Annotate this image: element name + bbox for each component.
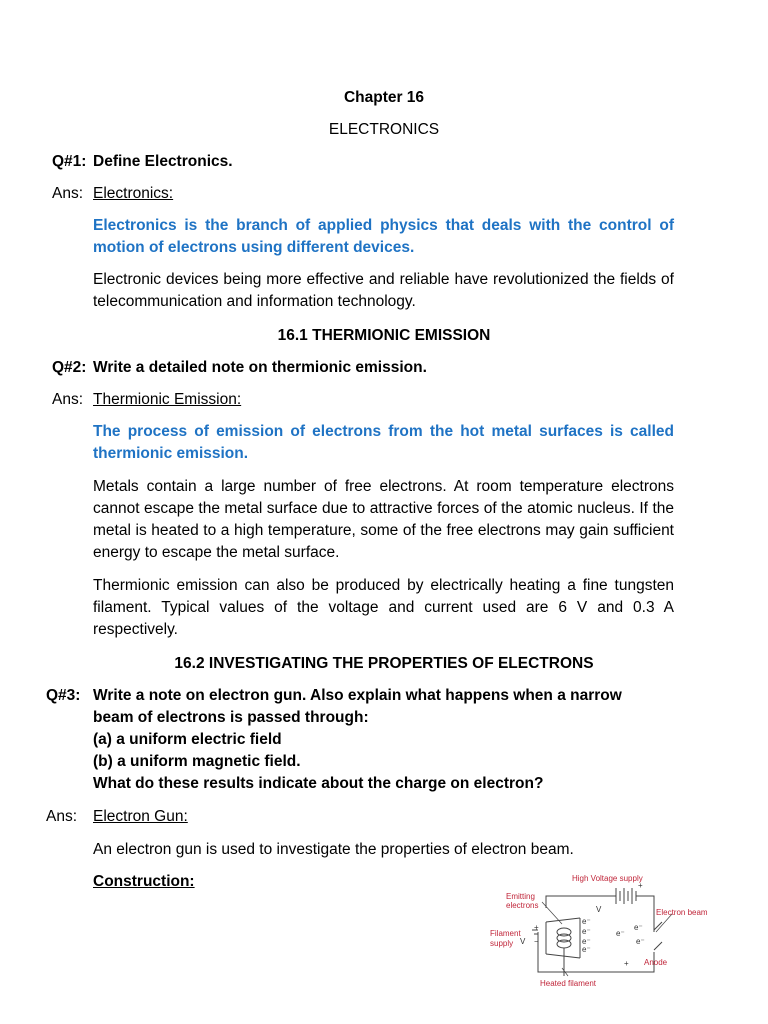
q3-ans-heading: Electron Gun: <box>93 808 188 825</box>
label-emitting-1: Emitting <box>506 892 535 901</box>
q1-question: Define Electronics. <box>93 153 233 170</box>
electron-2: e⁻ <box>582 927 591 936</box>
q1-label: Q#1: <box>52 153 87 170</box>
subject-title: ELECTRONICS <box>328 121 440 138</box>
q3-ans-label: Ans: <box>46 808 78 825</box>
q1-ans-heading: Electronics: <box>93 185 174 202</box>
q1-definition: Electronics is the branch of applied physics that deals with the control of motion of electrons using different devices. <box>93 217 674 256</box>
q2-question: Write a detailed note on thermionic emission. <box>93 359 427 376</box>
q1-paragraph: Electronic devices being more effective and reliable have revolutionized the fields of telecommunication and information technology. <box>93 271 674 310</box>
label-filament-2: supply <box>490 939 514 948</box>
electron-gun-diagram <box>476 872 716 994</box>
symbol-v-top: V <box>596 905 602 914</box>
q2-definition: The process of emission of electrons from the hot metal surfaces is called thermionic emission. <box>93 423 674 462</box>
q3-question-line-1: Write a note on electron gun. Also explain what happens when a narrow <box>93 687 622 704</box>
q2-ans-label: Ans: <box>52 391 84 408</box>
electron-3: e⁻ <box>582 937 591 946</box>
q2-paragraph-1: Metals contain a large number of free electrons. At room temperature electrons cannot escape the metal surface due to attractive forces of the atomic nucleus. If the metal is heated to a high temperature, some of the free electrons may gain sufficient energy to escape the metal surface. <box>93 478 674 561</box>
label-anode: Anode <box>644 958 668 967</box>
filament-coil <box>557 928 571 976</box>
label-heated-filament: Heated filament <box>540 979 597 988</box>
q2-paragraph-2: Thermionic emission can also be produced by electrically heating a fine tungsten filament. Typical values of the voltage and current used are 6 V and 0.3 A respectively. <box>93 577 674 638</box>
electron-4: e⁻ <box>582 945 591 954</box>
q3-question-line-4: (b) a uniform magnetic field. <box>93 753 301 770</box>
label-electron-beam: Electron beam <box>656 908 708 917</box>
section-heading-16-2: 16.2 INVESTIGATING THE PROPERTIES OF ELECTRONS <box>174 655 594 672</box>
label-filament-1: Filament <box>490 929 521 938</box>
q3-question-line-2: beam of electrons is passed through: <box>93 709 369 726</box>
electron-1: e⁻ <box>582 917 591 926</box>
circuit-symbols <box>520 881 645 968</box>
q3-construction-heading: Construction: <box>93 873 195 890</box>
symbol-plus-left: + <box>534 923 539 932</box>
electron-7: e⁻ <box>636 937 645 946</box>
q3-label: Q#3: <box>46 687 81 704</box>
label-high-voltage: High Voltage supply <box>572 874 643 883</box>
chapter-title: Chapter 16 <box>343 89 425 106</box>
q3-paragraph: An electron gun is used to investigate the properties of electron beam. <box>93 841 574 858</box>
q2-ans-heading: Thermionic Emission: <box>93 391 242 408</box>
q1-ans-label: Ans: <box>52 185 84 202</box>
label-emitting-2: electrons <box>506 901 539 910</box>
q3-question-line-3: (a) a uniform electric field <box>93 731 282 748</box>
symbol-v-left: V <box>520 937 526 946</box>
q3-question-line-5: What do these results indicate about the charge on electron? <box>93 775 544 792</box>
electron-5: e⁻ <box>616 929 625 938</box>
section-heading-16-1: 16.1 THERMIONIC EMISSION <box>277 327 491 344</box>
symbol-minus-left: − <box>534 937 539 946</box>
electron-6: e⁻ <box>634 923 643 932</box>
symbol-plus-bottom: + <box>624 959 629 968</box>
q2-label: Q#2: <box>52 359 87 376</box>
symbol-plus-top: + <box>638 881 643 890</box>
